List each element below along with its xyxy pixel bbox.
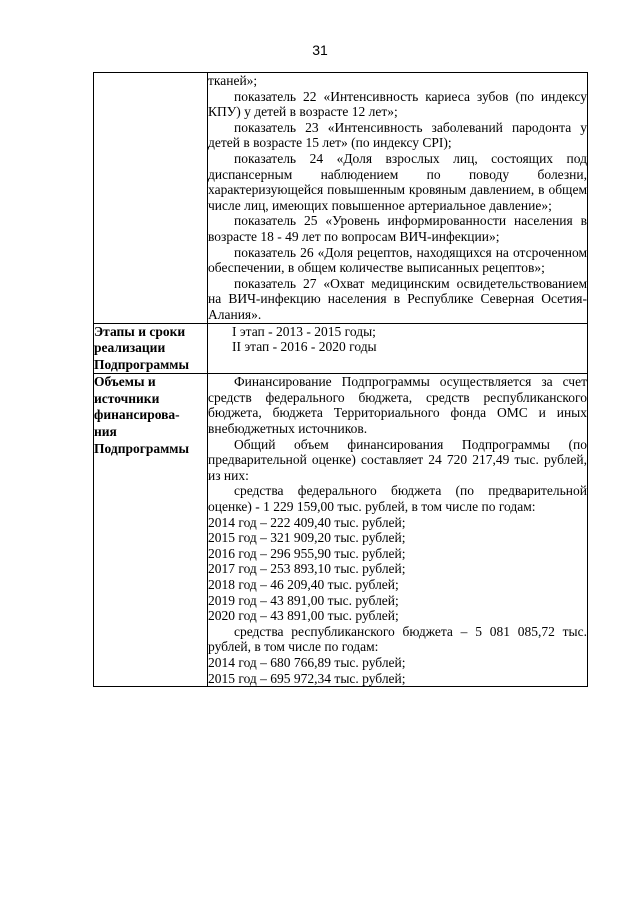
indicator-24: показатель 24 «Доля взрослых лиц, состоящих под диспансерным наблюдением по поводу болезни, характеризующейся повышенным кровяным давлением, в общем числе лиц, имеющих повышенное артериальное давление»; [208,150,587,213]
federal-budget-paragraph: средства федерального бюджета (по предварительной оценке) - 1 229 159,00 тыс. рублей, в том числе по годам: [208,483,587,515]
year-line: 2015 год – 695 972,34 тыс. рублей; [208,670,406,686]
stage-1: I этап - 2013 - 2015 годы; [232,323,376,339]
year-line: 2019 год – 43 891,00 тыс. рублей; [208,592,399,608]
stages-cell [208,323,588,374]
funding-cell [208,374,588,687]
funding-sources-paragraph: Финансирование Подпрограммы осуществляется за счет средств федерального бюджета, средств республиканского бюджета, бюджета Территориального фонда ОМС и иных внебюджетных источников. [208,374,587,437]
label-line: реализации [94,340,166,356]
year-line: 2017 год – 253 893,10 тыс. рублей; [208,561,406,577]
year-line: 2015 год – 321 909,20 тыс. рублей; [208,530,406,546]
indicator-23: показатель 23 «Интенсивность заболеваний пародонта у детей в возрасте 15 лет» (по индексу CPI); [208,119,587,151]
label-line: финансирова- [94,407,180,423]
indicator-27: показатель 27 «Охват медицинским освидетельствованием на ВИЧ-инфекцию населения в Республике Северная Осетия-Алания». [208,275,587,322]
label-line: Объемы и [94,374,156,390]
year-line: 2014 год – 222 409,40 тыс. рублей; [208,514,406,530]
year-line: 2018 год – 46 209,40 тыс. рублей; [208,577,399,592]
republic-budget-paragraph: средства республиканского бюджета – 5 081 085,72 тыс. рублей, в том числе по годам: [208,623,587,655]
republic-years-list [208,655,587,686]
table-row-funding [94,374,588,687]
funding-label [94,374,208,687]
table-row-stages [94,323,588,374]
funding-total-paragraph: Общий объем финансирования Подпрограммы (по предварительной оценке) составляет 24 720 217,49 тыс. рублей, из них: [208,436,587,483]
label-line: Этапы и сроки [94,323,186,339]
indicators-cell [208,73,588,324]
label-line: ния [94,424,117,440]
indicator-25: показатель 25 «Уровень информированности населения в возрасте 18 - 49 лет по вопросам ВИЧ-инфекции»; [208,213,587,244]
indicator-26: показатель 26 «Доля рецептов, находящихся на отсроченном обеспечении, в общем количестве выписанных рецептов»; [208,244,587,276]
year-line: 2014 год – 680 766,89 тыс. рублей; [208,654,406,670]
table-row-indicators [94,73,588,324]
year-line: 2016 год – 296 955,90 тыс. рублей; [208,545,406,561]
label-line: Подпрограммы [94,356,190,372]
year-line: 2020 год – 43 891,00 тыс. рублей; [208,608,399,624]
federal-years-list [208,515,587,624]
stages-label [94,323,208,374]
indicator-22: показатель 22 «Интенсивность кариеса зубов (по индексу КПУ) у детей в возрасте 12 лет»; [208,88,587,120]
page-number: 31 [312,42,328,58]
row-label-empty [94,73,208,324]
program-passport-table [93,72,588,687]
label-line: источники [94,390,160,406]
stage-2: II этап - 2016 - 2020 годы [232,339,377,355]
label-line: Подпрограммы [94,440,190,456]
indicator-continuation: тканей»; [208,73,258,88]
